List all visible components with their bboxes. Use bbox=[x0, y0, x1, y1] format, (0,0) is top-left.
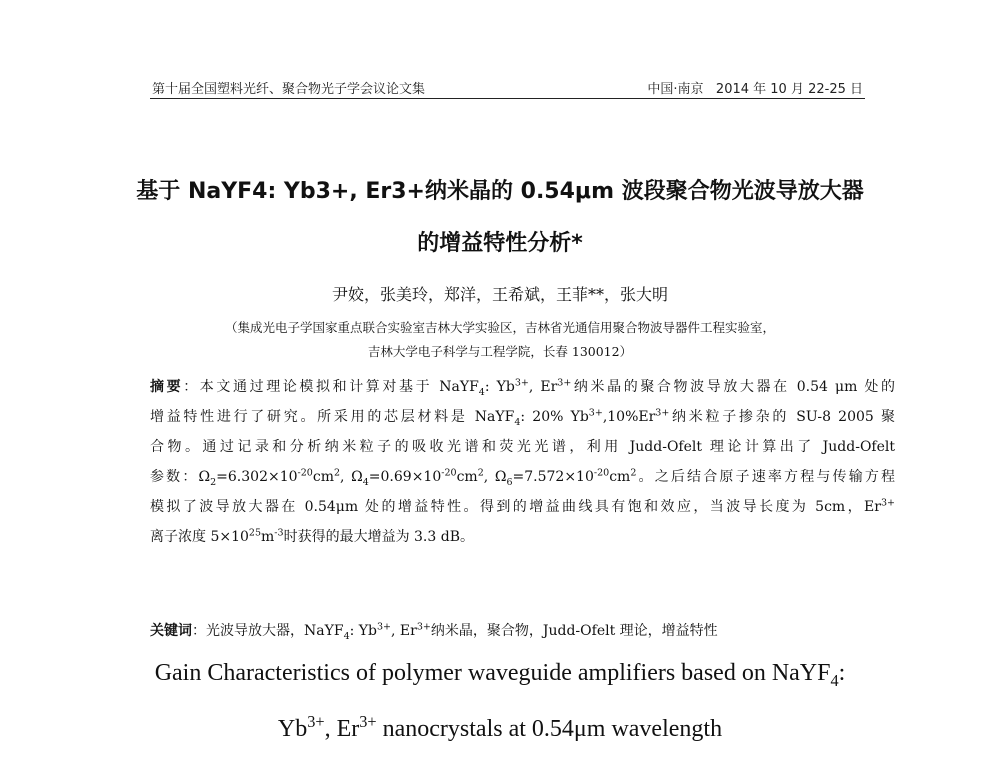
abstract-line-2: 增益特性进行了研究。所采用的芯层材料是 NaYF$_4$: 20% $Yb^{3+},10\%Er^{3+}$纳米粒子掺杂的 SU-8 2005 聚 bbox=[150, 407, 895, 428]
conference-location-date: 中国·南京 2014 年 10 月 22-25 日 bbox=[647, 82, 863, 97]
abstract-line-5: 模拟了波导放大器在 0.54μm 处的增益特性。得到的增益曲线具有饱和效应，当波导长度为 5cm，$Er^{3+}$ bbox=[150, 497, 895, 515]
abstract bbox=[150, 372, 895, 552]
keywords: 关键词：光波导放大器，NaYF$_4$: $Yb^{3+}$, $Er^{3+}$纳米晶，聚合物，Judd-Ofelt 理论，增益特性 bbox=[150, 621, 718, 642]
conference-name: 第十届全国塑料光纤、聚合物光子学会议论文集 bbox=[152, 82, 426, 97]
abstract-line-4: 参数：$\Omega_2=6.302\times 10^{-20}cm^2$, $\Omega_4=0.69\times 10^{-20}cm^2$, $\Omega_6=7.572\times 10^{-20}cm^2$。之后结合原子速率方程与传输方程 bbox=[150, 467, 896, 488]
keywords-label: 关键词 bbox=[150, 623, 192, 639]
chinese-title-line-1: 基于 NaYF4: Yb3+, Er3+纳米晶的 0.54μm 波段聚合物光波导放大器 bbox=[136, 179, 864, 204]
author-list: 尹姣，张美玲，郑洋，王希斌，王菲**，张大明 bbox=[331, 285, 668, 304]
abstract-line-1: 摘要：本文通过理论模拟和计算对基于 NaYF$_4$: $Yb^{3+}$, $Er^{3+}$纳米晶的聚合物波导放大器在 0.54 μm 处的 bbox=[150, 377, 896, 398]
english-title-line-1: Gain Characteristics of polymer waveguide amplifiers based on NaYF$_4$: bbox=[154, 660, 846, 690]
affiliation-line-2: 吉林大学电子科学与工程学院，长春 130012） bbox=[367, 344, 633, 359]
chinese-title-line-2: 的增益特性分析* bbox=[417, 231, 583, 256]
affiliation-line-1: （集成光电子学国家重点联合实验室吉林大学实验区，吉林省光通信用聚合物波导器件工程实验室， bbox=[224, 320, 775, 335]
abstract-line-3: 合物。通过记录和分析纳米粒子的吸收光谱和荧光光谱，利用 Judd-Ofelt 理论计算出了 Judd-Ofelt bbox=[150, 439, 895, 455]
abstract-label: 摘要 bbox=[150, 379, 184, 395]
running-header bbox=[150, 76, 865, 99]
abstract-line-6: 离子浓度 $5\times 10^{25}m^{-3}$时获得的最大增益为 3.3 dB。 bbox=[150, 527, 474, 545]
english-title-line-2: $Yb^{3+}$, $Er^{3+}$ nanocrystals at 0.54μm wavelength bbox=[277, 712, 723, 742]
